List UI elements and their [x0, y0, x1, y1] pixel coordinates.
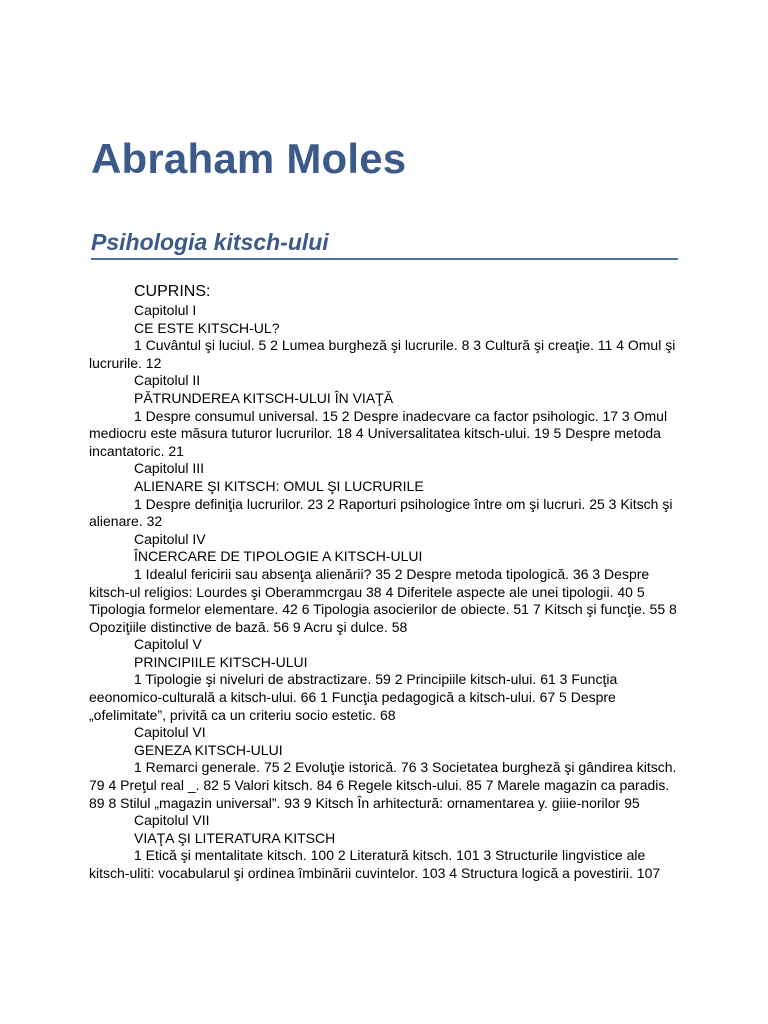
chapter-contents: 1 Remarci generale. 75 2 Evoluţie istorică. 76 3 Societatea burgheză şi gândirea kitsch. 79 4 Preţul real _. 82 5 Valori kitsch. 84 6 Regele kitsch-ului. 85 7 Marele magazin ca paradis. 89 8 Stilul „magazin universal”. 93 9 Kitsch În arhitectură: ornamentarea y. giiie-norilor 95	[89, 759, 677, 811]
chapter-block-3	[89, 460, 679, 530]
chapter-contents: 1 Tipologie şi niveluri de abstractizare. 59 2 Principiile kitsch-ului. 61 3 Funcţia eeonomico-culturală a kitsch-ului. 66 1 Funcţia pedagogică a kitsch-ului. 67 5 Despre „ofelimitate”, privită ca un criteriu socio estetic. 68	[89, 671, 618, 723]
chapter-block-5	[89, 636, 679, 724]
chapter-block-6	[89, 724, 679, 812]
chapter-title: ALIENARE ŞI KITSCH: OMUL ŞI LUCRURILE	[134, 477, 424, 494]
chapter-contents: 1 Etică şi mentalitate kitsch. 100 2 Literatură kitsch. 101 3 Structurile lingvistice ale kitsch-uliti: vocabularul şi ordinea îmbinării cuvintelor. 103 4 Structura logică a povestirii. 107	[89, 847, 661, 881]
chapter-title: PRINCIPIILE KITSCH-ULUI	[134, 653, 308, 670]
chapter-contents: 1 Despre definiţia lucrurilor. 23 2 Raporturi psihologice între om şi lucruri. 25 3 Kitsch şi alienare. 32	[89, 495, 673, 530]
chapter-number: Capitolul IV	[134, 530, 206, 547]
chapter-block-2	[89, 372, 679, 460]
chapter-number: Capitolul V	[134, 636, 202, 653]
toc-heading: CUPRINS:	[134, 283, 211, 300]
book-title: Psihologia kitsch-ului	[91, 226, 678, 260]
chapter-block-1	[89, 302, 679, 372]
chapter-title: ÎNCERCARE DE TIPOLOGIE A KITSCH-ULUI	[134, 548, 423, 565]
chapter-number: Capitolul VI	[134, 724, 206, 741]
chapter-number: Capitolul VII	[134, 812, 210, 829]
chapter-block-4	[89, 531, 679, 637]
chapter-block-7	[89, 812, 679, 882]
chapter-title: VIAŢA ŞI LITERATURA KITSCH	[134, 829, 336, 846]
author-name: Abraham Moles	[91, 135, 407, 182]
chapter-contents: 1 Cuvântul şi luciul. 5 2 Lumea burgheză şi lucrurile. 8 3 Cultură şi creaţie. 11 4 Omul şi lucrurile. 12	[89, 337, 676, 371]
chapter-contents: 1 Idealul fericirii sau absenţa alienării? 35 2 Despre metoda tipologică. 36 3 Despre kitsch-ul religios: Lourdes şi Oberammcrgau 38 4 Diferitele aspecte ale unei tipologii. 40 5 Tipologia formelor elementare. 42 6 Tipologia asocierilor de obiecte. 51 7 Kitsch şi funcţie. 55 8 Opoziţiile distinctive de bază. 56 9 Acru şi dulce. 58	[89, 565, 677, 635]
chapter-title: GENEZA KITSCH-ULUI	[134, 741, 283, 758]
chapter-number: Capitolul III	[134, 460, 205, 477]
chapter-number: Capitolul II	[134, 372, 201, 389]
chapter-title: PĂTRUNDEREA KITSCH-ULUI ÎN VIAŢĂ	[134, 389, 394, 406]
chapter-contents: 1 Despre consumul universal. 15 2 Despre inadecvare ca factor psihologic. 17 3 Omul mediocru este măsura tuturor lucrurilor. 18 4 Universalitatea kitsch-ului. 19 5 Despre metoda incantatoric. 21	[89, 407, 668, 459]
table-of-contents	[89, 282, 679, 883]
chapter-number: Capitolul I	[134, 302, 197, 318]
chapter-title: CE ESTE KITSCH-UL?	[134, 319, 280, 336]
